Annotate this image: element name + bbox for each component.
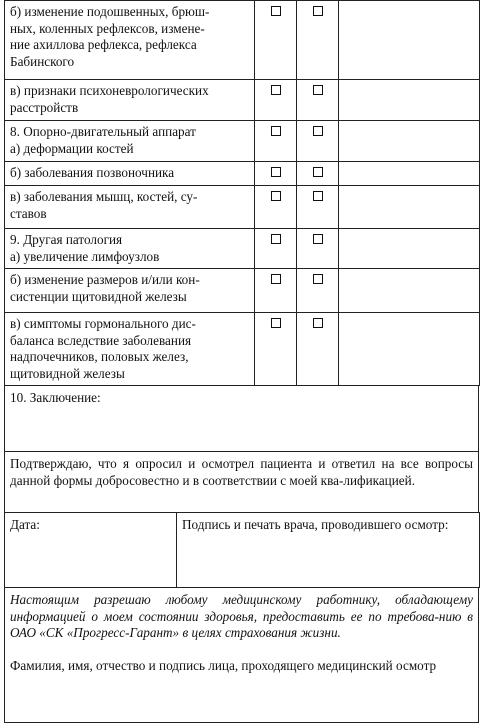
- no-checkbox[interactable]: [313, 6, 323, 16]
- comment-cell[interactable]: [339, 313, 480, 386]
- consent-statement: Настоящим разрешаю любому медицинскому работнику, обладающему информацией о моем состоянии здоровья, предоставить ее по требова-нию в ОАО «СК «Прогресс-Гарант» в целях страхования жизни.: [10, 592, 473, 640]
- no-checkbox[interactable]: [313, 318, 323, 328]
- date-label: Дата:: [10, 517, 40, 532]
- no-checkbox[interactable]: [313, 234, 323, 244]
- item-label: в) симптомы гормонального дис- баланса вследствие заболевания надпочечников, половых желез, щитовидной железы: [5, 313, 255, 386]
- no-checkbox[interactable]: [313, 126, 323, 136]
- signature-table: [4, 512, 480, 588]
- conclusion-field[interactable]: [5, 386, 479, 452]
- consent-table: [4, 587, 479, 723]
- yes-checkbox[interactable]: [271, 191, 281, 201]
- item-label: б) заболевания позвоночника: [5, 162, 255, 186]
- yes-checkbox[interactable]: [271, 318, 281, 328]
- yes-checkbox[interactable]: [271, 126, 281, 136]
- no-checkbox[interactable]: [313, 85, 323, 95]
- yes-checkbox[interactable]: [271, 167, 281, 177]
- comment-cell[interactable]: [339, 1, 480, 80]
- item-label: в) признаки психоневрологических расстройств: [5, 80, 255, 121]
- item-label: б) изменение размеров и/или кон- систенции щитовидной железы: [5, 269, 255, 313]
- table-row: [5, 186, 480, 229]
- item-label: 9. Другая патология а) увеличение лимфоузлов: [5, 229, 255, 269]
- doctor-signature-label: Подпись и печать врача, проводившего осмотр:: [182, 517, 449, 532]
- table-row: [5, 229, 480, 269]
- comment-cell[interactable]: [339, 186, 480, 229]
- item-label: 8. Опорно-двигательный аппарат а) деформации костей: [5, 121, 255, 162]
- conclusion-table: [4, 385, 479, 513]
- table-row: [5, 121, 480, 162]
- consent-cell: [5, 588, 479, 723]
- yes-checkbox[interactable]: [271, 6, 281, 16]
- table-row: [5, 313, 480, 386]
- comment-cell[interactable]: [339, 162, 480, 186]
- yes-checkbox[interactable]: [271, 85, 281, 95]
- comment-cell[interactable]: [339, 269, 480, 313]
- yes-checkbox[interactable]: [271, 234, 281, 244]
- table-row: [5, 162, 480, 186]
- item-label: в) заболевания мышц, костей, су- ставов: [5, 186, 255, 229]
- table-row: [5, 1, 480, 80]
- table-row: [5, 269, 480, 313]
- no-checkbox[interactable]: [313, 167, 323, 177]
- table-row: [5, 80, 480, 121]
- confirmation-statement: Подтверждаю, что я опросил и осмотрел пациента и ответил на все вопросы данной формы добросовестно и в соответствии с моей ква-лификацией.: [5, 452, 479, 513]
- comment-cell[interactable]: [339, 229, 480, 269]
- item-label: б) изменение подошвенных, брюш- ных, коленных рефлексов, измене- ние ахиллова рефлекса, рефлекса Бабинского: [5, 1, 255, 80]
- doctor-signature-field[interactable]: [177, 513, 480, 588]
- date-field[interactable]: [5, 513, 177, 588]
- person-signature-label: Фамилия, имя, отчество и подпись лица, проходящего медицинский осмотр: [10, 657, 437, 673]
- yes-checkbox[interactable]: [271, 274, 281, 284]
- examination-table: [4, 0, 480, 386]
- comment-cell[interactable]: [339, 121, 480, 162]
- conclusion-label: 10. Заключение:: [10, 390, 101, 405]
- comment-cell[interactable]: [339, 80, 480, 121]
- no-checkbox[interactable]: [313, 274, 323, 284]
- no-checkbox[interactable]: [313, 191, 323, 201]
